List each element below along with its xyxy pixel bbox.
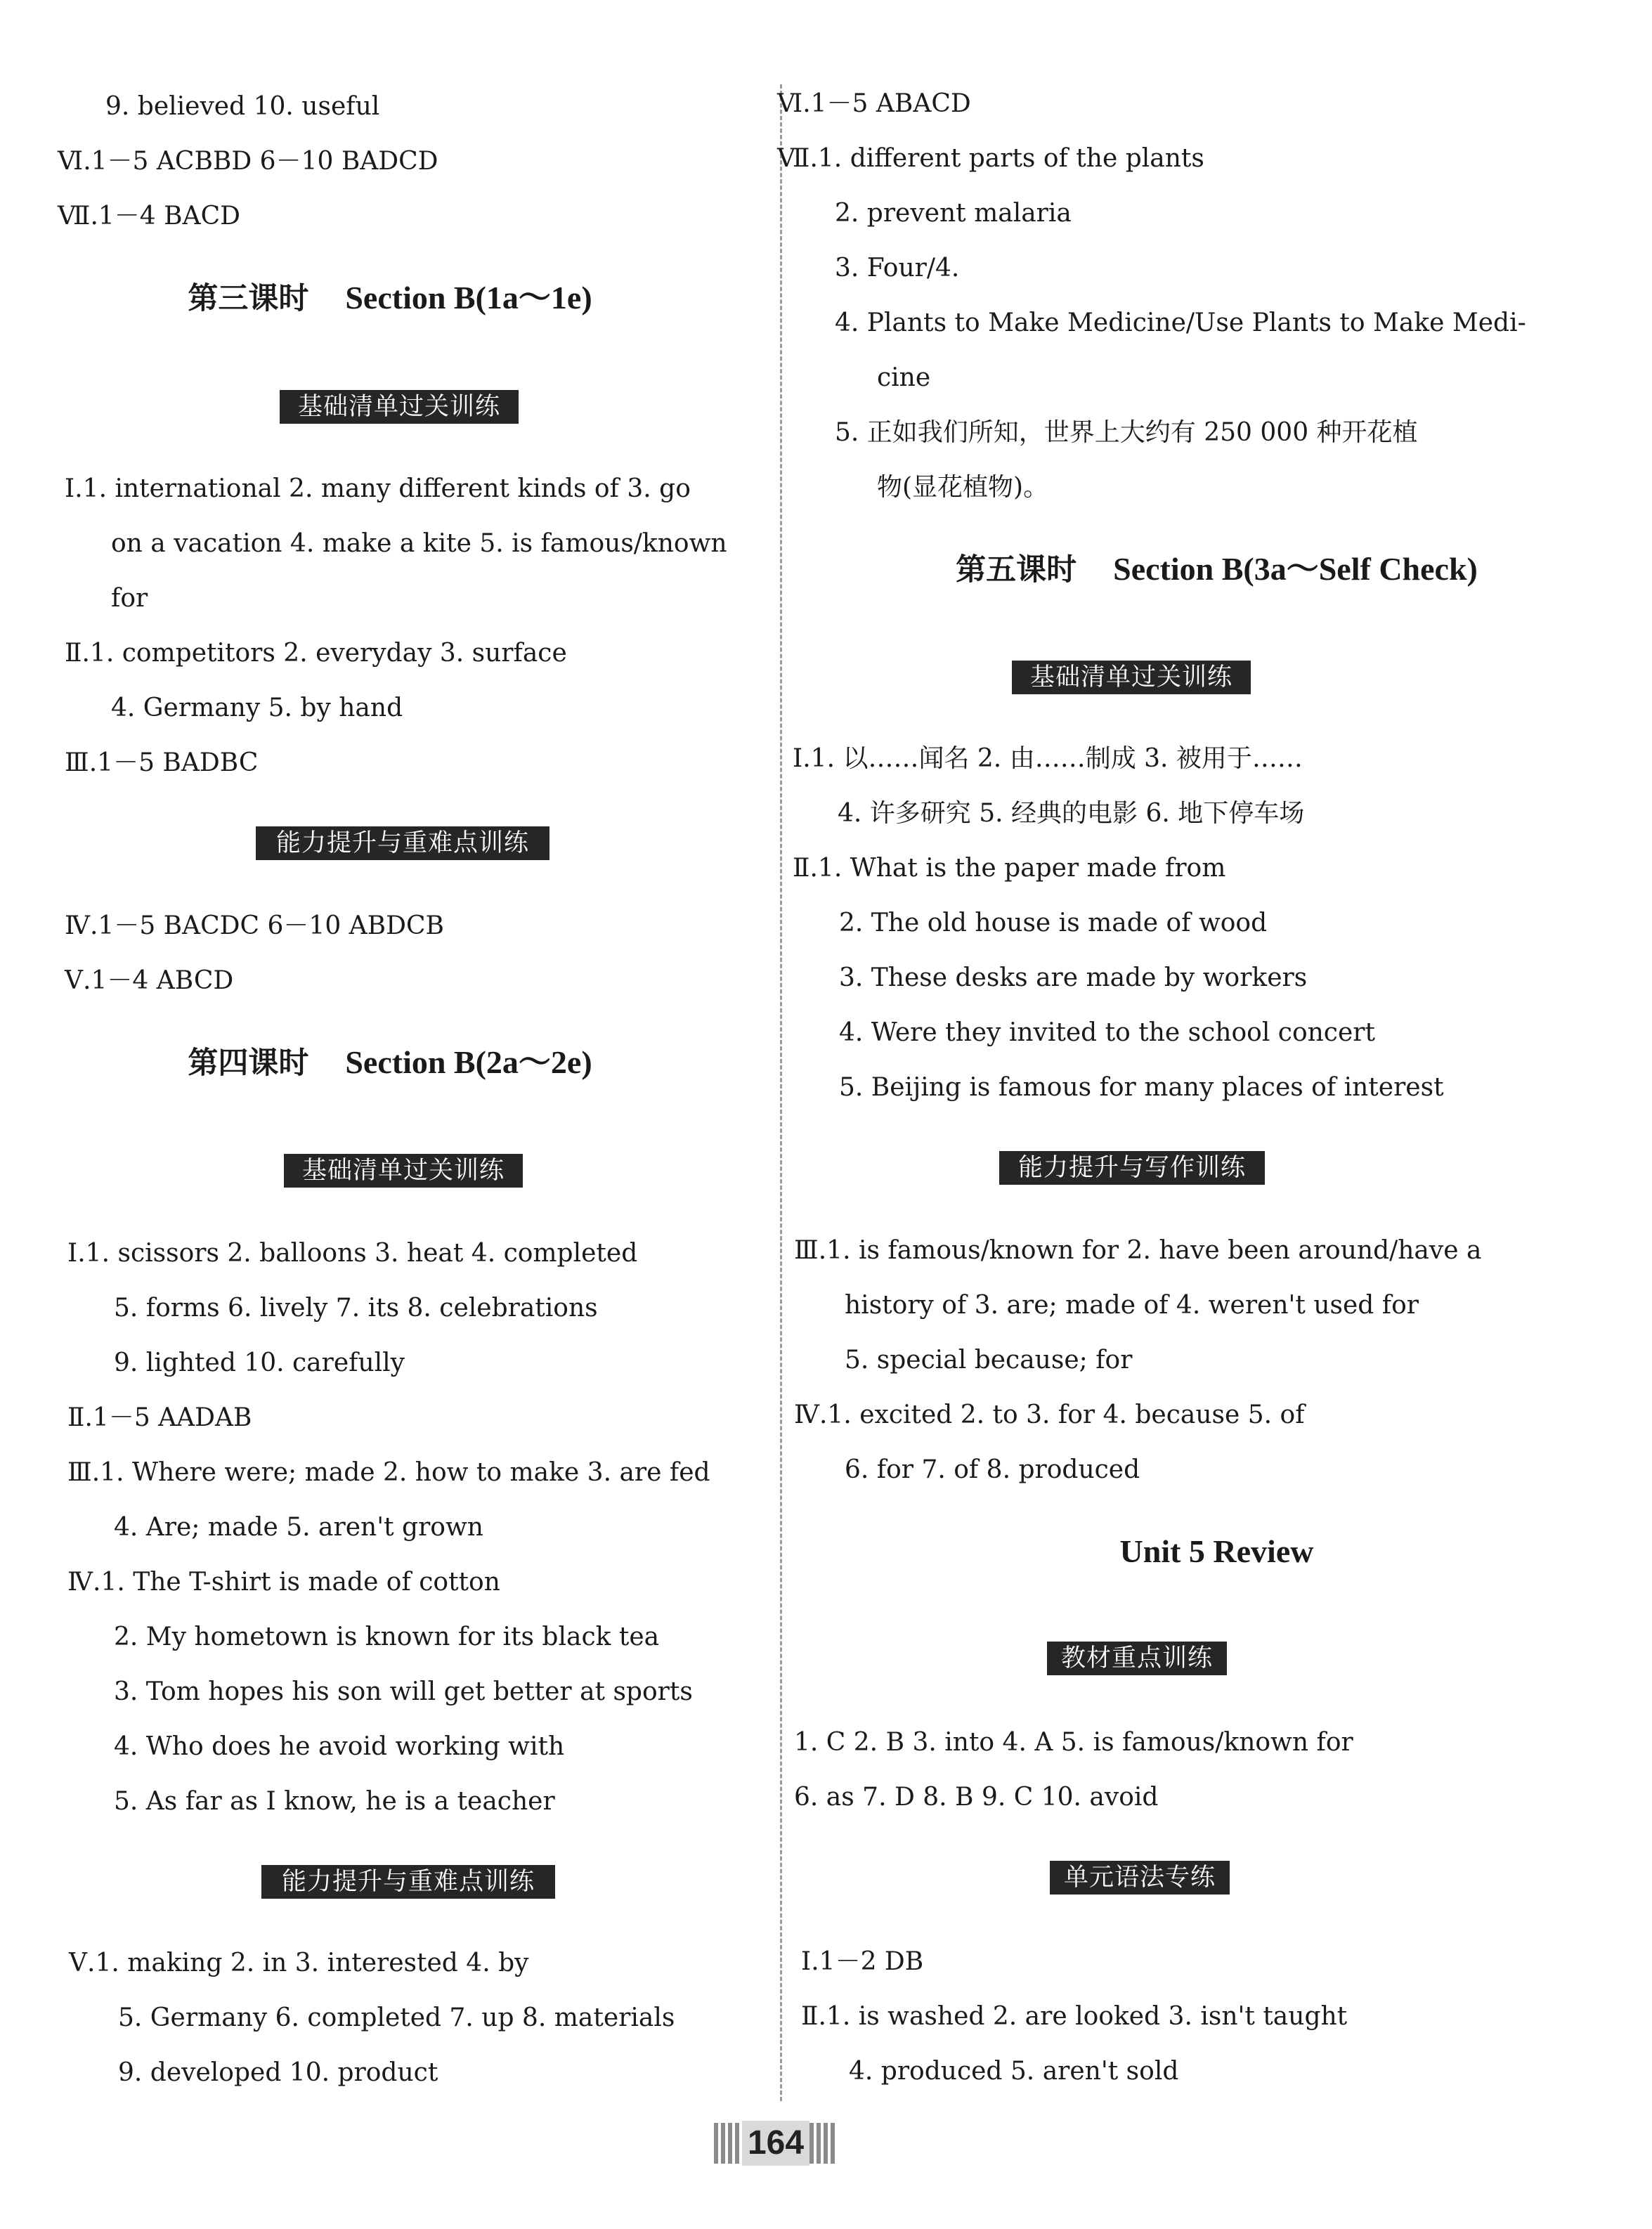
answer-line: 5. Germany 6. completed 7. up 8. materials (118, 2003, 675, 2032)
answer-line: 4. Plants to Make Medicine/Use Plants to Make Medi- (835, 308, 1526, 337)
answer-line: 4. 许多研究 5. 经典的电影 6. 地下停车场 (838, 799, 1305, 828)
answer-line: 2. My hometown is known for its black tea (114, 1623, 660, 1651)
decorative-stripes (714, 2123, 742, 2164)
section-bar: 能力提升与重难点训练 (256, 826, 549, 860)
answer-line: Ⅵ.1－5 ABACD (777, 89, 971, 118)
section-bar: 基础清单过关训练 (284, 1154, 523, 1188)
answer-line: 2. The old house is made of wood (839, 909, 1268, 937)
answer-line: Ⅲ.1－5 BADBC (65, 748, 259, 777)
answer-line: 9. lighted 10. carefully (114, 1349, 405, 1377)
answer-line: Ⅲ.1. is famous/known for 2. have been around/have a (794, 1236, 1482, 1265)
answer-line: 4. Were they invited to the school concert (839, 1018, 1375, 1047)
answer-line: history of 3. are; made of 4. weren't used for (845, 1291, 1419, 1320)
review-title: Unit 5 Review (1119, 1533, 1314, 1569)
answer-line: Ⅰ.1. 以……闻名 2. 由……制成 3. 被用于…… (793, 744, 1303, 773)
answer-line: 5. forms 6. lively 7. its 8. celebrations (114, 1294, 598, 1323)
answer-line: Ⅳ.1. The T-shirt is made of cotton (67, 1568, 500, 1597)
answer-line: Ⅴ.1. making 2. in 3. interested 4. by (69, 1949, 529, 1977)
answer-line: 3. These desks are made by workers (839, 963, 1308, 992)
answer-line: 4. produced 5. aren't sold (849, 2057, 1179, 2086)
answer-line: cine (877, 363, 931, 392)
answer-line: Ⅶ.1－4 BACD (58, 202, 241, 230)
answer-line: Ⅵ.1－5 ACBBD 6－10 BADCD (58, 147, 438, 176)
answer-line: 2. prevent malaria (835, 199, 1072, 228)
page-number (713, 2118, 839, 2169)
answer-line: Ⅰ.1－2 DB (801, 1947, 924, 1976)
section-title: 第三课时 Section B(1a～1e) (188, 280, 592, 316)
section-bar: 能力提升与重难点训练 (261, 1865, 555, 1899)
column-divider (780, 84, 782, 2101)
section-bar: 基础清单过关训练 (1012, 661, 1251, 694)
answer-line: Ⅱ.1. What is the paper made from (793, 854, 1226, 883)
answer-line: Ⅳ.1－5 BACDC 6－10 ABDCB (65, 911, 444, 940)
answer-line: 1. C 2. B 3. into 4. A 5. is famous/known for (794, 1728, 1353, 1757)
section-bar: 单元语法专练 (1050, 1861, 1230, 1895)
answer-line: 5. As far as I know, he is a teacher (114, 1787, 555, 1816)
answer-line: Ⅰ.1. scissors 2. balloons 3. heat 4. completed (67, 1239, 638, 1268)
answer-line: 4. Germany 5. by hand (111, 694, 403, 722)
section-title: 第四课时 Section B(2a～2e) (188, 1044, 592, 1081)
answer-line: Ⅶ.1. different parts of the plants (777, 144, 1204, 173)
answer-line: 9. believed 10. useful (105, 92, 380, 121)
answer-line: 5. Beijing is famous for many places of interest (839, 1073, 1444, 1102)
section-bar: 基础清单过关训练 (280, 390, 519, 424)
answer-line: 物(显花植物)。 (877, 473, 1049, 502)
answer-line: 4. Are; made 5. aren't grown (114, 1513, 483, 1542)
answer-line: 9. developed 10. product (118, 2058, 438, 2087)
page-number-text: 164 (742, 2121, 809, 2166)
answer-line: 6. as 7. D 8. B 9. C 10. avoid (794, 1783, 1159, 1812)
answer-line: Ⅴ.1－4 ABCD (65, 966, 234, 995)
answer-line: Ⅲ.1. Where were; made 2. how to make 3. are fed (67, 1458, 710, 1487)
answer-line: 3. Tom hopes his son will get better at sports (114, 1677, 693, 1706)
decorative-stripes (809, 2123, 838, 2164)
answer-line: Ⅰ.1. international 2. many different kinds of 3. go (65, 474, 691, 503)
answer-line: Ⅱ.1. is washed 2. are looked 3. isn't taught (801, 2002, 1348, 2031)
answer-line: 5. special because; for (845, 1346, 1133, 1375)
section-bar: 能力提升与写作训练 (999, 1151, 1265, 1185)
section-title: 第五课时 Section B(3a～Self Check) (956, 551, 1478, 587)
answer-line: Ⅳ.1. excited 2. to 3. for 4. because 5. of (794, 1401, 1305, 1429)
answer-line: on a vacation 4. make a kite 5. is famous/known (111, 529, 727, 558)
answer-line: Ⅱ.1. competitors 2. everyday 3. surface (65, 639, 567, 668)
answer-line: 6. for 7. of 8. produced (845, 1455, 1140, 1484)
answer-line: for (111, 584, 148, 613)
answer-line: 5. 正如我们所知，世界上大约有 250 000 种开花植 (835, 418, 1418, 447)
answer-line: 4. Who does he avoid working with (114, 1732, 565, 1761)
answer-line: Ⅱ.1－5 AADAB (67, 1403, 252, 1432)
answer-line: 3. Four/4. (835, 254, 960, 282)
section-bar: 教材重点训练 (1047, 1642, 1227, 1675)
